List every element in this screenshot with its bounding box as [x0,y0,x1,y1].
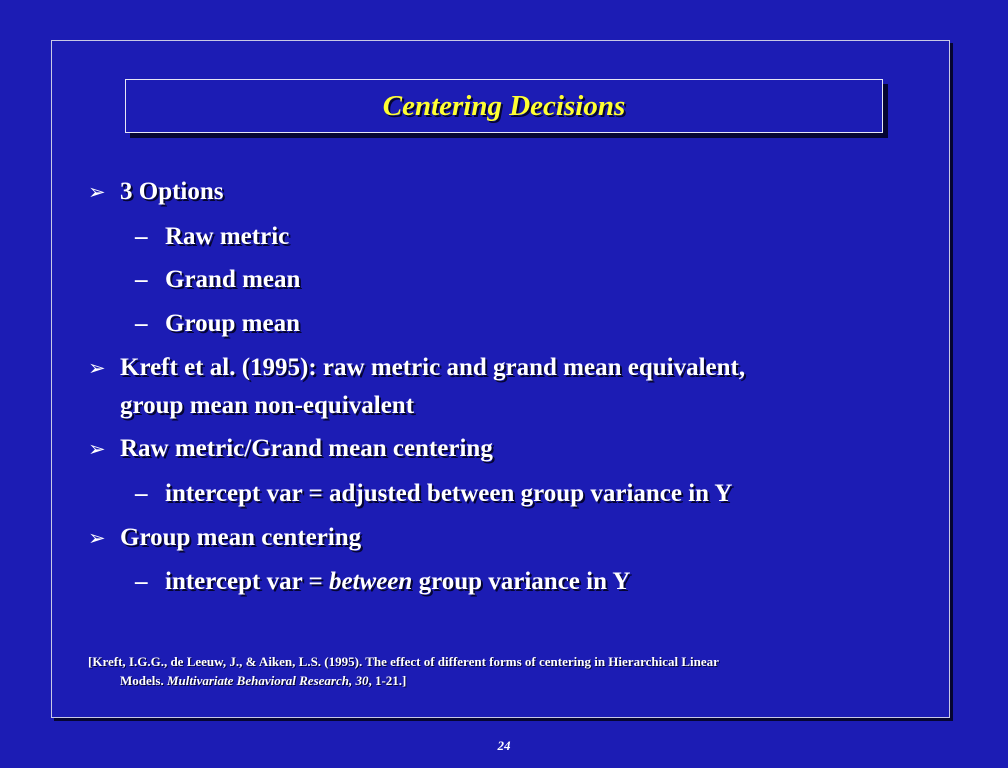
sub-intercept-between-c: group variance in Y [412,568,631,595]
sub-intercept-between-a: intercept var = [165,568,329,595]
sub-grand-mean: Grand mean [165,266,301,293]
reference-line2-a: Models. [120,673,167,688]
bullet-group-mean-centering: Group mean centering [120,524,362,551]
dash-icon: – [135,266,148,293]
bullet-3-options: 3 Options [120,178,224,205]
bullet-arrow-icon: ➢ [88,356,106,380]
reference-line1-text: Kreft, I.G.G., de Leeuw, J., & Aiken, L.S. (1995). The effect of different forms of centering in Hierarchical Linear [92,654,719,669]
page-number: 24 [497,738,511,753]
sub-group-mean: Group mean [165,310,300,337]
title-box [125,79,883,133]
sub-intercept-adjusted: intercept var = adjusted between group variance in Y [165,480,733,507]
bullet-kreft-line1: Kreft et al. (1995): raw metric and grand mean equivalent, [120,354,746,381]
reference-bracket: [ [88,654,93,669]
dash-icon: – [135,310,148,337]
reference-journal: Multivariate Behavioral Research, 30 [166,673,369,688]
dash-icon: – [135,223,148,250]
bullet-arrow-icon: ➢ [88,526,106,550]
reference-line2 [120,673,406,689]
bullet-raw-grand-centering: Raw metric/Grand mean centering [120,435,493,462]
slide-title: Centering Decisions [382,89,626,122]
reference-line2-b: , 1-21.] [368,673,407,688]
sub-intercept-between [165,568,630,596]
reference-line1 [88,654,719,670]
bullet-kreft-line2: group mean non-equivalent [120,392,415,419]
dash-icon: – [135,568,148,595]
bullet-arrow-icon: ➢ [88,437,106,461]
sub-raw-metric: Raw metric [165,223,290,250]
dash-icon: – [135,480,148,507]
bullet-arrow-icon: ➢ [88,180,106,204]
sub-intercept-between-italic: between [328,568,413,595]
